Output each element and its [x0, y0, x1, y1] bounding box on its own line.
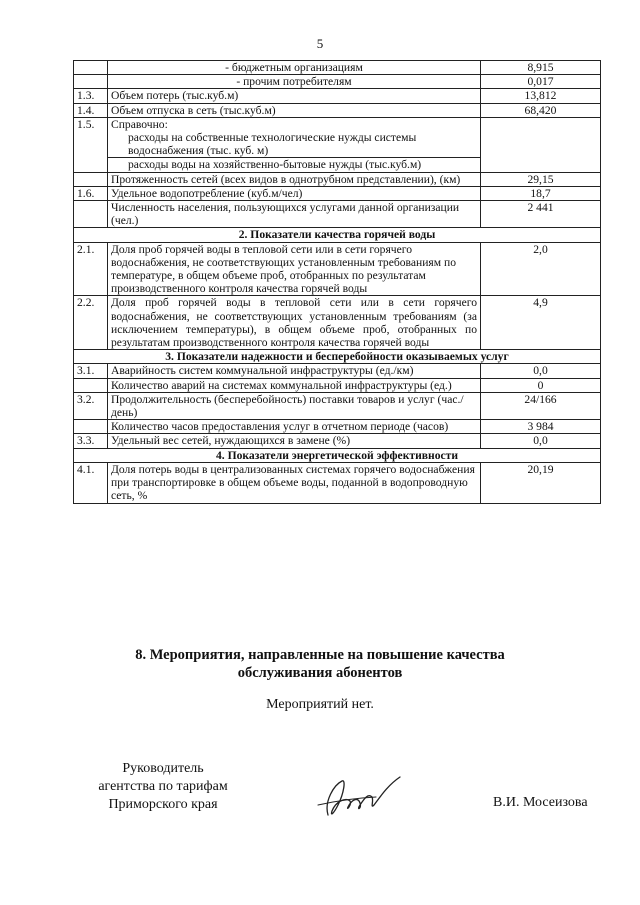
signer-name: В.И. Мосеизова	[493, 795, 588, 810]
section-title: 2. Показатели качества горячей воды	[74, 228, 601, 242]
row-number: 1.5.	[74, 117, 108, 172]
row-value: 2 441	[481, 201, 601, 228]
reference-item: расходы на собственные технологические нужды системы водоснабжения (тыс. куб. м)	[128, 131, 417, 158]
row-description: Количество аварий на системах коммунальной инфраструктуры (ед.)	[108, 378, 481, 392]
table-row	[74, 420, 601, 434]
section-title: 3. Показатели надежности и бесперебойности оказываемых услуг	[74, 350, 601, 364]
row-description: Доля проб горячей воды в тепловой сети или в сети горячего водоснабжения, не соответствующих установленным требованиям по температуре, в общем объеме проб, отобранных по результатам производственного контроля качества горячей воды	[108, 242, 481, 296]
row-description: - прочим потребителям	[108, 75, 481, 89]
row-number	[74, 420, 108, 434]
row-number: 2.2.	[74, 296, 108, 350]
position-line: Приморского края	[108, 797, 218, 812]
indicators-table	[73, 60, 601, 504]
row-number	[74, 378, 108, 392]
section-header	[74, 350, 601, 364]
row-number: 3.1.	[74, 364, 108, 378]
row-description: Доля проб горячей воды в тепловой сети или в сети горячего водоснабжения, не соответствующих установленным требованиям (за исключением температуры), в общем объеме проб, отобранных по результатам производственного контроля качества горячей воды	[108, 296, 481, 350]
table-row	[74, 462, 601, 503]
signatory-position	[88, 760, 238, 814]
row-value: 0,017	[481, 75, 601, 89]
row-value: 8,915	[481, 61, 601, 75]
row-value: 0,0	[481, 434, 601, 448]
row-number	[74, 75, 108, 89]
row-value: 29,15	[481, 172, 601, 186]
row-number: 1.3.	[74, 89, 108, 103]
table-row	[74, 201, 601, 228]
section-8-body: Мероприятий нет.	[266, 697, 374, 712]
page-number: 5	[316, 36, 324, 51]
table-row	[74, 392, 601, 419]
row-number	[74, 201, 108, 228]
row-number: 1.4.	[74, 103, 108, 117]
position-line: Руководитель	[122, 761, 204, 776]
table-row	[74, 117, 601, 172]
section-header	[74, 228, 601, 242]
row-description: Объем отпуска в сеть (тыс.куб.м)	[108, 103, 481, 117]
row-number	[74, 61, 108, 75]
row-value: 13,812	[481, 89, 601, 103]
row-description: Численность населения, пользующихся услугами данной организации (чел.)	[108, 201, 481, 228]
row-number: 2.1.	[74, 242, 108, 296]
row-value: 18,7	[481, 186, 601, 200]
table-row	[74, 434, 601, 448]
row-number: 4.1.	[74, 462, 108, 503]
row-number: 3.3.	[74, 434, 108, 448]
row-description: Аварийность систем коммунальной инфраструктуры (ед./км)	[108, 364, 481, 378]
table-row	[74, 75, 601, 89]
position-line: агентства по тарифам	[98, 779, 228, 794]
reference-heading: Справочно:	[111, 117, 168, 131]
section-8-title-line: 8. Мероприятия, направленные на повышение качества	[135, 647, 505, 663]
row-description: Количество часов предоставления услуг в отчетном периоде (часов)	[108, 420, 481, 434]
row-description: Протяженность сетей (всех видов в однотрубном представлении), (км)	[108, 172, 481, 186]
row-number	[74, 172, 108, 186]
table-row	[74, 378, 601, 392]
table-row	[74, 364, 601, 378]
row-description: Удельное водопотребление (куб.м/чел)	[108, 186, 481, 200]
table-row	[74, 172, 601, 186]
row-description: Объем потерь (тыс.куб.м)	[108, 89, 481, 103]
row-value: 4,9	[481, 296, 601, 350]
row-description: Удельный вес сетей, нуждающихся в замене (%)	[108, 434, 481, 448]
reference-item: расходы воды на хозяйственно-бытовые нужды (тыс.куб.м)	[108, 157, 480, 171]
table-row	[74, 242, 601, 296]
row-number: 3.2.	[74, 392, 108, 419]
section-8-title-line: обслуживания абонентов	[237, 665, 403, 681]
section-8-heading	[0, 646, 640, 682]
table-row	[74, 296, 601, 350]
row-value: 68,420	[481, 103, 601, 117]
row-number: 1.6.	[74, 186, 108, 200]
row-description	[108, 117, 481, 172]
row-value: 3 984	[481, 420, 601, 434]
row-description: Доля потерь воды в централизованных системах горячего водоснабжения при транспортировке в общем объеме воды, поданной в водопроводную сеть, %	[108, 462, 481, 503]
row-value	[481, 117, 601, 172]
row-value: 20,19	[481, 462, 601, 503]
row-value: 0	[481, 378, 601, 392]
table-row	[74, 186, 601, 200]
row-value: 0,0	[481, 364, 601, 378]
row-description: Продолжительность (бесперебойность) поставки товаров и услуг (час./день)	[108, 392, 481, 419]
section-header	[74, 448, 601, 462]
table-row	[74, 61, 601, 75]
handwritten-signature	[316, 771, 402, 825]
section-title: 4. Показатели энергетической эффективности	[74, 448, 601, 462]
row-value: 2,0	[481, 242, 601, 296]
table-row	[74, 89, 601, 103]
row-description: - бюджетным организациям	[108, 61, 481, 75]
row-value: 24/166	[481, 392, 601, 419]
table-row	[74, 103, 601, 117]
